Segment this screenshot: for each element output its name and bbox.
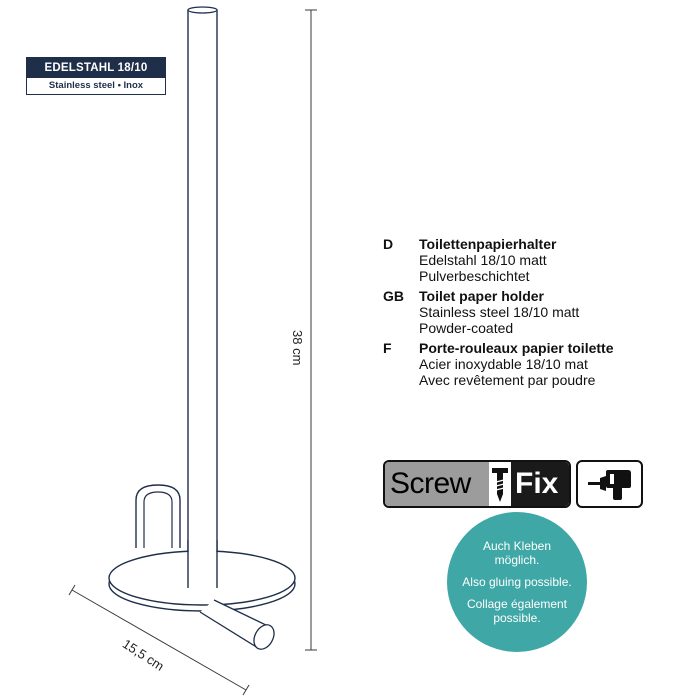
description-title: Porte-rouleaux papier toilette bbox=[419, 340, 614, 356]
drill-icon bbox=[584, 466, 636, 502]
glue-text-de-1: Auch Kleben bbox=[482, 539, 552, 553]
wall-bracket-inner bbox=[144, 492, 172, 548]
gluing-possible-badge bbox=[447, 512, 587, 652]
product-description bbox=[383, 236, 683, 392]
material-badge-title: EDELSTAHL 18/10 bbox=[27, 58, 165, 78]
description-gb bbox=[383, 288, 683, 336]
glue-text-fr-2: possible. bbox=[493, 611, 541, 625]
vertical-rod bbox=[188, 10, 217, 588]
rod-top bbox=[188, 7, 217, 13]
height-dimension-label: 38 cm bbox=[290, 330, 305, 366]
material-badge bbox=[26, 57, 166, 95]
description-line: Edelstahl 18/10 matt bbox=[419, 252, 547, 268]
description-line: Powder-coated bbox=[419, 320, 514, 336]
wall-bracket bbox=[136, 485, 180, 548]
description-f bbox=[383, 340, 683, 388]
glue-text-en: Also gluing possible. bbox=[462, 575, 572, 589]
description-line: Acier inoxydable 18/10 mat bbox=[419, 356, 588, 372]
fix-label: Fix bbox=[511, 462, 569, 506]
screw-label: Screw bbox=[385, 462, 489, 506]
glue-text-de-2: möglich. bbox=[494, 553, 540, 567]
language-code: F bbox=[383, 340, 392, 356]
glue-text-fr-1: Collage également bbox=[466, 597, 568, 611]
language-code: D bbox=[383, 236, 394, 252]
screw-icon bbox=[489, 462, 511, 506]
screwfix-logo bbox=[383, 460, 571, 508]
description-line: Stainless steel 18/10 matt bbox=[419, 304, 580, 320]
description-de bbox=[383, 236, 683, 284]
material-badge-subtitle: Stainless steel • Inox bbox=[48, 80, 144, 91]
description-line: Pulverbeschichtet bbox=[419, 268, 530, 284]
language-code: GB bbox=[383, 288, 404, 304]
description-title: Toilet paper holder bbox=[419, 288, 544, 304]
description-line: Avec revêtement par poudre bbox=[419, 372, 596, 388]
width-dimension-label: 15,5 cm bbox=[119, 636, 167, 674]
drill-icon-box bbox=[576, 460, 643, 508]
description-title: Toilettenpapierhalter bbox=[419, 236, 557, 252]
